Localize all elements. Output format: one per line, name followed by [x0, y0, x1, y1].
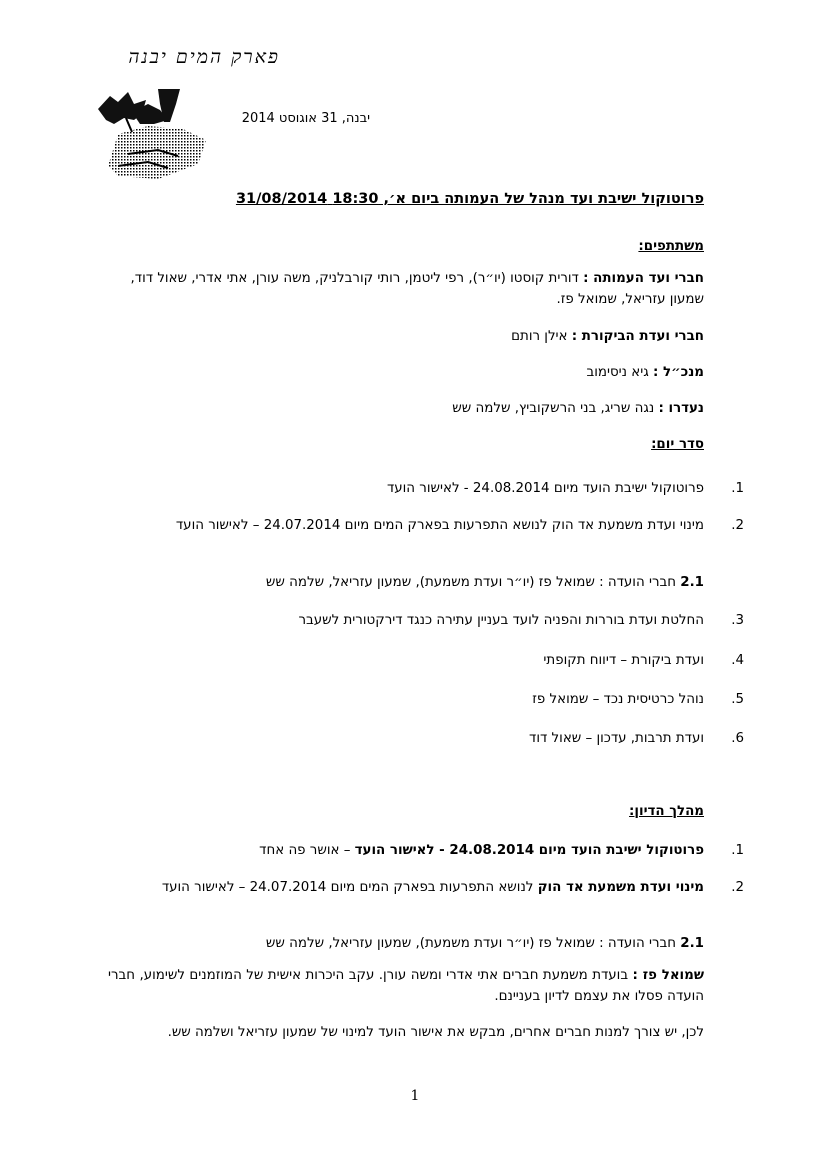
agenda-item-text: ועדת תרבות, עדכון – שאול דוד [529, 731, 704, 746]
agenda-subitem-text: חברי הועדה : שמואל פז (יו״ר ועדת משמעת), שמעון עזריאל, שלמה שש [265, 575, 676, 590]
discussion-item-title: מינוי ועדת משמעת אד הוק [537, 880, 704, 895]
discussion-item [114, 840, 744, 861]
discussion-item-text: – אושר פה אחד [259, 843, 355, 858]
paragraph-text: לכן, יש צורך למנות חברים אחרים, מבקש את אישור הועד למינוי של שמעון עזריאל ושלמה שש. [167, 1025, 704, 1040]
board-members-label: חברי ועד העמותה : [583, 271, 704, 286]
agenda-heading [108, 434, 704, 455]
date-line: יבנה, 31 אוגוסט 2014 [241, 111, 370, 126]
audit-members [108, 326, 704, 347]
document-title: פרוטוקול ישיבת ועד מנהל של העמותה ביום א׳, 18:30 31/08/2014 [235, 191, 704, 207]
agenda-item-number: 6. [731, 731, 744, 746]
organization-name: פארק המים יבנה [128, 46, 280, 68]
discussion-item-title: פרוטוקול ישיבת הועד מיום 24.08.2014 - לאישור הועד [354, 843, 704, 858]
discussion-heading-text: מהלך הדיון: [629, 804, 704, 819]
absent-line [108, 398, 704, 419]
board-members-names: דורית קוסטו (יו״ר), רפי ליטמן, רותי קורבלניק, משה עורן, אתי אדרי, שאול דוד, שמעון עזריאל, שמואל פז. [130, 271, 704, 307]
ceo-line [108, 362, 704, 383]
speaker-name: שמואל פז : [632, 968, 705, 983]
audit-members-label: חברי ועדת הביקורת : [571, 329, 704, 344]
discussion-paragraph [108, 965, 704, 1007]
discussion-item-number: 2. [731, 880, 744, 895]
agenda-item-text: ועדת ביקורת – דיווח תקופתי [543, 653, 704, 668]
absent-label: נעדרו : [658, 401, 704, 416]
discussion-subitem-text: חברי הועדה : שמואל פז (יו״ר ועדת משמעת), שמעון עזריאל, שלמה שש [265, 936, 676, 951]
board-members [108, 268, 704, 310]
agenda-item-text: מינוי ועדת משמעת אד הוק לנושא התפרעות בפארק המים מיום 24.07.2014 – לאישור הועד [175, 518, 704, 533]
agenda-heading-text: סדר יום: [651, 437, 704, 452]
ceo-name: גיא ניסימוב [586, 365, 654, 380]
discussion-heading [108, 801, 704, 822]
agenda-item-text: החלטת ועדת בוררות והפניה לועד בעניין עתירה כנגד דירקטורית לשעבר [298, 613, 704, 628]
agenda-item [114, 515, 744, 536]
agenda-item-number: 1. [731, 481, 744, 496]
participants-heading [108, 236, 704, 257]
palm-tree-logo-icon [88, 84, 218, 184]
agenda-item-number: 2. [731, 518, 744, 533]
agenda-item [114, 650, 744, 671]
absent-names: נגה שריג, בני הרשקוביץ, שלמה שש [452, 401, 659, 416]
agenda-item-text: נוהל כרטיסית נכד – שמואל פז [532, 692, 704, 707]
discussion-subitem [154, 933, 704, 954]
agenda-item [114, 478, 744, 499]
participants-heading-text: משתתפים: [638, 239, 704, 254]
discussion-item-text: לנושא התפרעות בפארק המים מיום 24.07.2014 – לאישור הועד [161, 880, 538, 895]
agenda-item-number: 4. [731, 653, 744, 668]
page-number: 1 [410, 1088, 420, 1104]
agenda-item [114, 610, 744, 631]
agenda-item-number: 3. [731, 613, 744, 628]
speaker-statement: בועדת משמעת חברים אתי אדרי ומשה עורן. עקב היכרות אישית של המוזמנים לשימוע, חברי הועדה פסלו את עצמם לדיון בעניינם. [108, 968, 704, 1004]
discussion-subitem-number: 2.1 [680, 936, 704, 951]
agenda-item [114, 689, 744, 710]
agenda-subitem [154, 572, 704, 593]
agenda-item-number: 5. [731, 692, 744, 707]
agenda-subitem-number: 2.1 [680, 575, 704, 590]
ceo-label: מנכ״ל : [653, 365, 704, 380]
discussion-item [114, 877, 744, 898]
discussion-paragraph [108, 1022, 704, 1043]
agenda-item [114, 728, 744, 749]
audit-members-names: אילן רותם [511, 329, 572, 344]
agenda-item-text: פרוטוקול ישיבת הועד מיום 24.08.2014 - לאישור הועד [386, 481, 704, 496]
discussion-item-number: 1. [731, 843, 744, 858]
